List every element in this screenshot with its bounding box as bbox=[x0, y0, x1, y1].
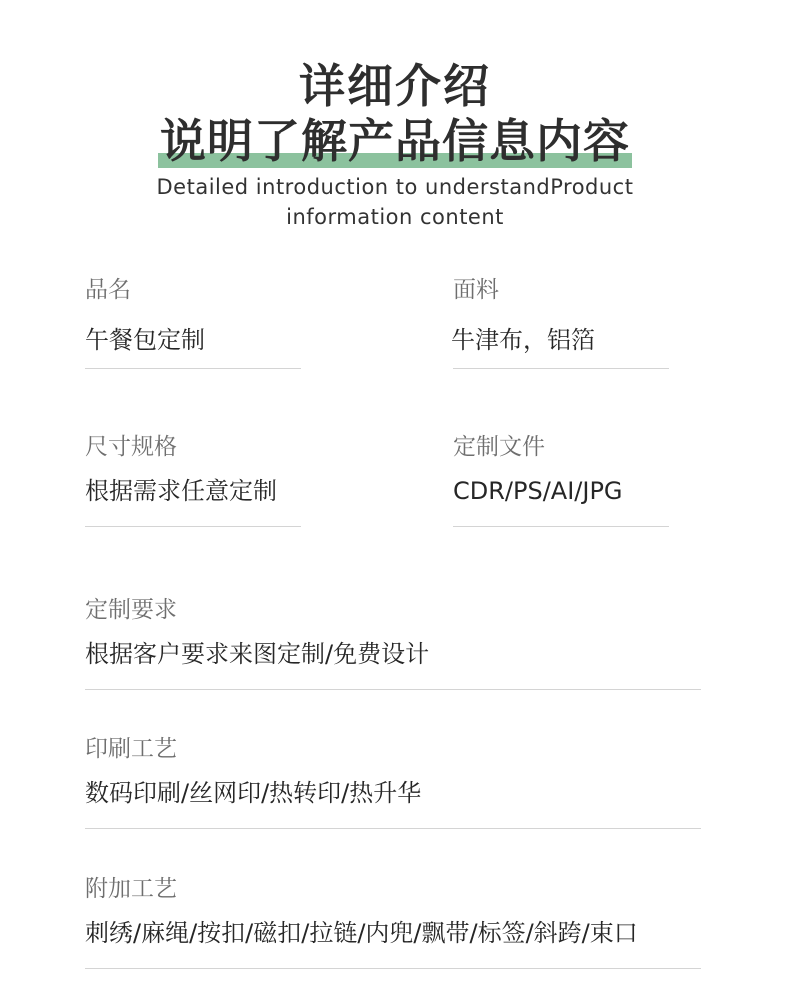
divider bbox=[453, 368, 669, 369]
field-product-name bbox=[85, 275, 301, 354]
field-value: 根据客户要求来图定制/免费设计 bbox=[85, 640, 430, 668]
subtitle-line2: information content bbox=[286, 205, 504, 229]
field-label: 尺寸规格 bbox=[85, 434, 177, 460]
subtitle bbox=[0, 172, 790, 232]
page-title-line2-text: 说明了解产品信息内容 bbox=[160, 114, 630, 168]
field-printing bbox=[85, 734, 701, 807]
field-label: 定制文件 bbox=[453, 434, 545, 460]
field-label: 品名 bbox=[85, 277, 131, 303]
page-title-line2 bbox=[158, 112, 632, 170]
field-label: 附加工艺 bbox=[85, 876, 177, 902]
field-custom-requirement bbox=[85, 595, 701, 668]
divider bbox=[453, 526, 669, 527]
divider bbox=[85, 828, 701, 829]
field-fabric bbox=[451, 275, 669, 354]
field-custom-file bbox=[453, 432, 669, 505]
divider bbox=[85, 689, 701, 690]
field-value: 牛津布，铝箔 bbox=[451, 326, 595, 354]
field-label: 印刷工艺 bbox=[85, 736, 177, 762]
divider bbox=[85, 368, 301, 369]
divider bbox=[85, 526, 301, 527]
field-label: 面料 bbox=[453, 277, 499, 303]
subtitle-line1: Detailed introduction to understandProduct bbox=[156, 175, 634, 199]
field-size bbox=[85, 432, 301, 505]
field-value: 根据需求任意定制 bbox=[85, 477, 277, 505]
field-value: 午餐包定制 bbox=[85, 326, 205, 354]
page-title-line1: 详细介绍 bbox=[299, 59, 491, 113]
field-additional bbox=[85, 874, 701, 947]
page-title-line2-wrap bbox=[0, 112, 790, 170]
divider bbox=[85, 968, 701, 969]
field-label: 定制要求 bbox=[85, 597, 177, 623]
field-value: 数码印刷/丝网印/热转印/热升华 bbox=[85, 779, 422, 807]
field-value: 刺绣/麻绳/按扣/磁扣/拉链/内兜/飘带/标签/斜跨/束口 bbox=[85, 919, 638, 947]
field-value: CDR/PS/AI/JPG bbox=[453, 477, 623, 505]
